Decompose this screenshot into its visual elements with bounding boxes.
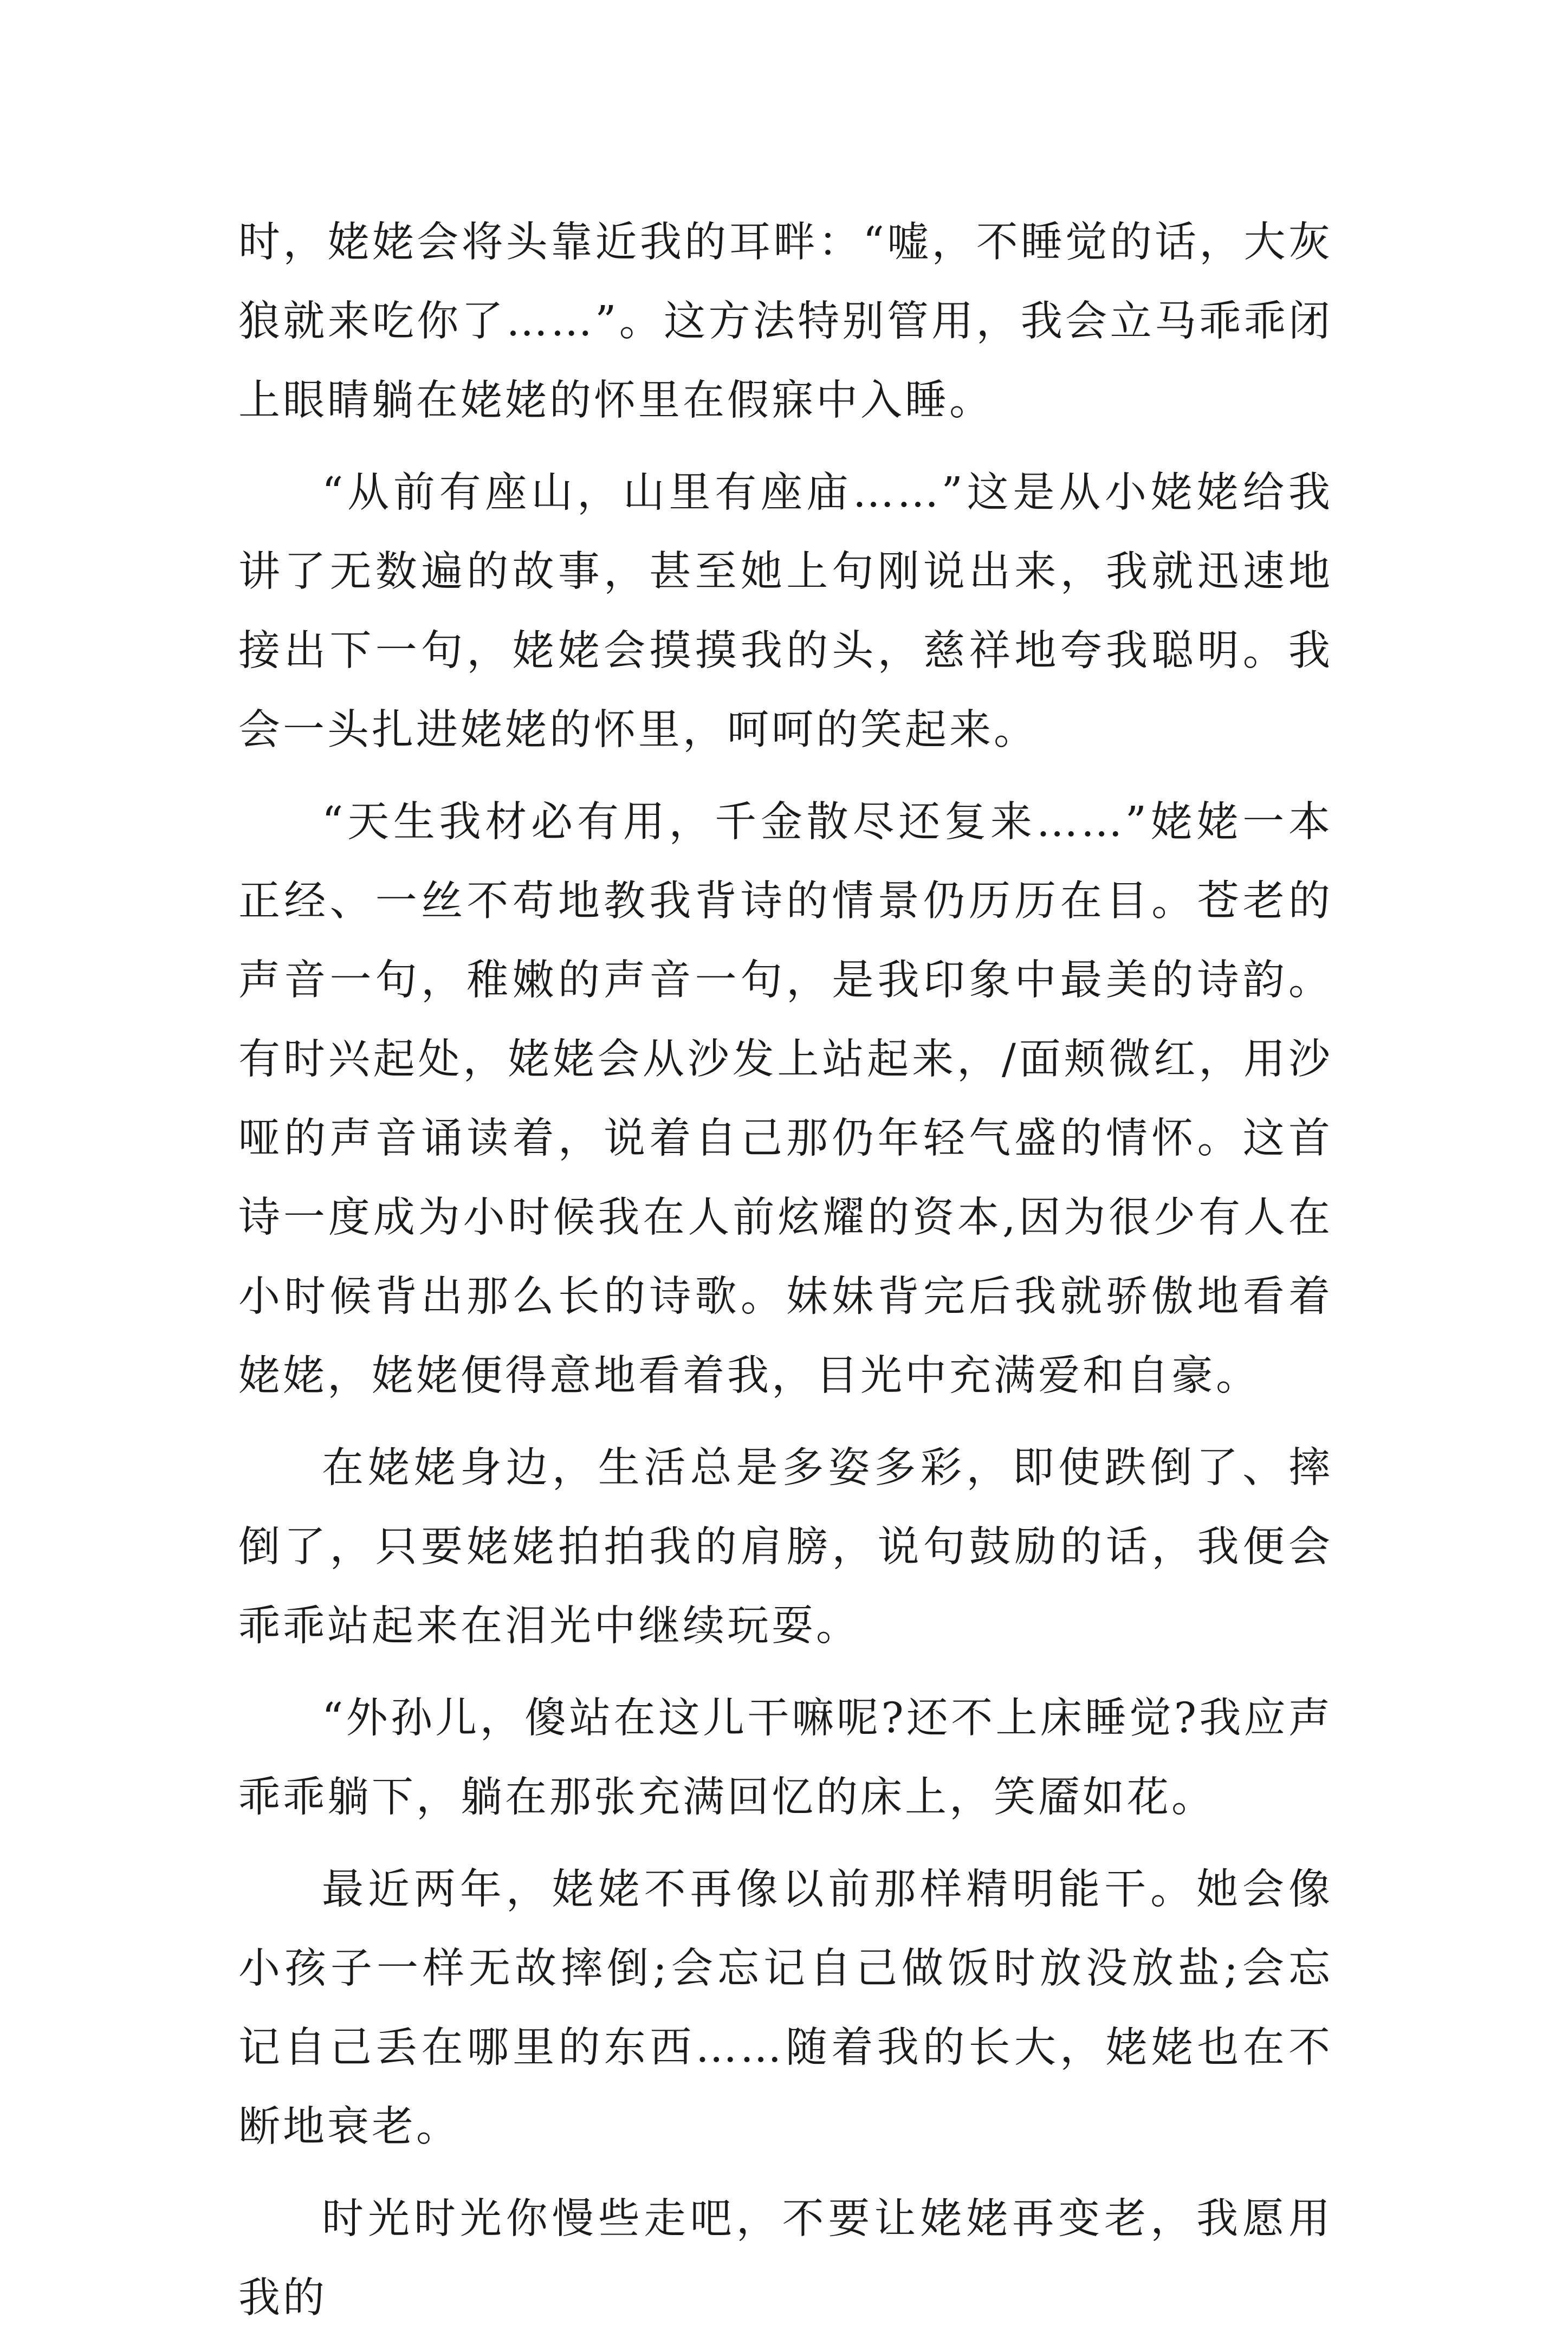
- paragraph-5: “外孙儿，傻站在这儿干嘛呢?还不上床睡觉?我应声乖乖躺下，躺在那张充满回忆的床上，笑靥如花。: [238, 1694, 1333, 1822]
- paragraph-3: “天生我材必有用，千金散尽还复来……”姥姥一本正经、一丝不苟地教我背诗的情景仍历历在目。苍老的声音一句，稚嫩的声音一句，是我印象中最美的诗韵。有时兴起处，姥姥会从沙发上站起来，/面颊微红，用沙哑的声音诵读着，说着自己那仍年轻气盛的情怀。这首诗一度成为小时候我在人前炫耀的资本,因为很少有人在小时候背出那么长的诗歌。妹妹背完后我就骄傲地看着姥姥，姥姥便得意地看着我，目光中充满爱和自豪。: [238, 798, 1333, 1400]
- paragraph-4: 在姥姥身边，生活总是多姿多彩，即使跌倒了、摔倒了，只要姥姥拍拍我的肩膀，说句鼓励的话，我便会乖乖站起来在泪光中继续玩耍。: [238, 1444, 1333, 1650]
- paragraph-1: 时，姥姥会将头靠近我的耳畔：“嘘，不睡觉的话，大灰狼就来吃你了……”。这方法特别管用，我会立马乖乖闭上眼睛躺在姥姥的怀里在假寐中入睡。: [238, 218, 1333, 425]
- paragraph-7: 时光时光你慢些走吧，不要让姥姥再变老，我愿用我的: [238, 2195, 1333, 2322]
- paragraph-2: “从前有座山，山里有座庙……”这是从小姥姥给我讲了无数遍的故事，甚至她上句刚说出来，我就迅速地接出下一句，姥姥会摸摸我的头，慈祥地夸我聪明。我会一头扎进姥姥的怀里，呵呵的笑起来。: [238, 469, 1333, 754]
- paragraph-6: 最近两年，姥姥不再像以前那样精明能干。她会像小孩子一样无故摔倒;会忘记自己做饭时放没放盐;会忘记自己丢在哪里的东西……随着我的长大，姥姥也在不断地衰老。: [238, 1866, 1333, 2151]
- body-text: [238, 203, 1333, 2351]
